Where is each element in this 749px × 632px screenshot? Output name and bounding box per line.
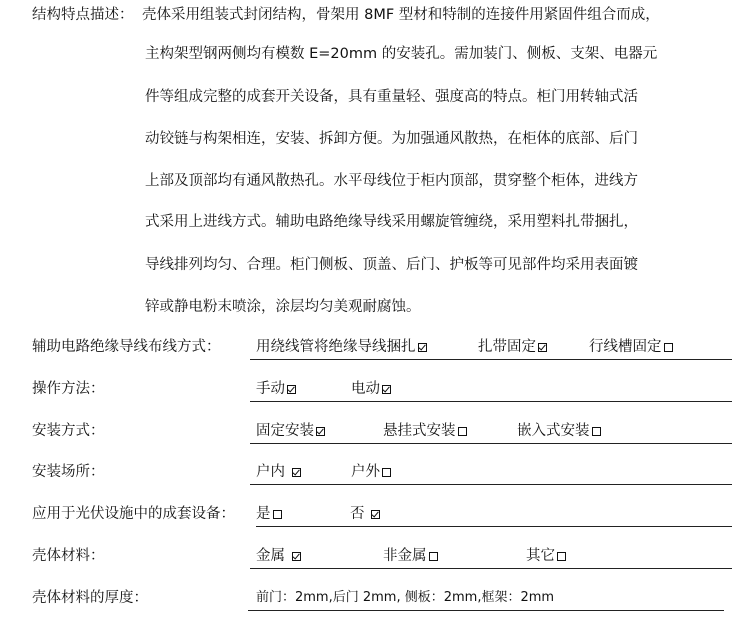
desc-line-5: 上部及顶部均有通风散热孔。水平母线位于柜内顶部，贯穿整个柜体，进线方 [145,173,638,189]
option-hanging-install[interactable]: 悬挂式安装 [383,420,467,442]
shell-thickness-underline [248,610,724,611]
desc-line-2: 主构架型钢两侧均有模数 E=20mm 的安装孔。需加装门、侧板、支架、电器元 [145,46,658,62]
option-outdoor[interactable]: 户外 [351,461,391,483]
option-indoor[interactable]: 户内 [256,461,301,483]
checkbox-metal[interactable] [292,552,301,561]
option-manual[interactable]: 手动 [256,378,296,400]
checkbox-yes[interactable] [273,510,282,519]
option-no[interactable]: 否 [350,503,380,525]
checkbox-indoor[interactable] [292,468,301,477]
option-yes[interactable]: 是 [256,503,282,525]
option-other[interactable]: 其它 [526,545,566,567]
option-conduit-bundle[interactable]: 用绕线管将绝缘导线捆扎 [256,336,427,358]
desc-line-4: 动铰链与构架相连，安装、拆卸方便。为加强通风散热，在柜体的底部、后门 [145,131,638,147]
photovoltaic-underline [256,526,732,527]
option-cable-tie[interactable]: 扎带固定 [478,336,547,358]
shell-material-underline [250,568,732,569]
checkbox-hanging-install[interactable] [458,427,467,436]
photovoltaic-row [32,503,732,525]
desc-line-1: 壳体采用组装式封闭结构，骨架用 8MF 型材和特制的连接件用紧固件组合而成， [142,7,660,23]
shell-thickness-value: 前门：2mm,后门 2mm, 侧板：2mm,框架：2mm [256,590,555,605]
desc-line-7: 导线排列均匀、合理。柜门侧板、顶盖、后门、护板等可见部件均采用表面镀 [145,257,638,273]
checkbox-cable-tie[interactable] [538,343,547,352]
wiring-method-row [32,336,732,358]
wiring-method-underline [250,359,732,360]
desc-line-6: 式采用上进线方式。辅助电路绝缘导线采用螺旋管缠绕，采用塑料扎带捆扎， [145,214,638,230]
option-metal[interactable]: 金属 [256,545,301,567]
checkbox-no[interactable] [371,510,380,519]
checkbox-conduit-bundle[interactable] [418,343,427,352]
wiring-method-label: 辅助电路绝缘导线布线方式： [32,339,221,355]
operation-method-underline [250,401,732,402]
checkbox-manual[interactable] [287,385,296,394]
option-cable-duct[interactable]: 行线槽固定 [589,336,673,358]
checkbox-electric[interactable] [382,385,391,394]
shell-material-label: 壳体材料： [32,548,105,564]
installation-place-underline [250,484,732,485]
operation-method-row [32,378,732,400]
desc-line-3: 件等组成完整的成套开关设备，具有重量轻、强度高的特点。柜门用转轴式活 [145,89,638,105]
structure-label: 结构特点描述： [32,7,134,23]
option-embedded-install[interactable]: 嵌入式安装 [517,420,601,442]
option-nonmetal[interactable]: 非金属 [383,545,438,567]
photovoltaic-label: 应用于光伏设施中的成套设备： [32,506,235,522]
installation-place-label: 安装场所： [32,464,105,480]
checkbox-embedded-install[interactable] [592,427,601,436]
shell-thickness-row [32,587,732,609]
operation-method-label: 操作方法： [32,381,105,397]
checkbox-cable-duct[interactable] [664,343,673,352]
shell-thickness-label: 壳体材料的厚度： [32,590,148,606]
checkbox-outdoor[interactable] [382,468,391,477]
installation-method-underline [250,443,732,444]
desc-line-8: 锌或静电粉末喷涂，涂层均匀美观耐腐蚀。 [145,299,421,315]
installation-method-label: 安装方式： [32,423,105,439]
checkbox-fixed-install[interactable] [316,427,325,436]
installation-method-row [32,420,732,442]
shell-material-row [32,545,732,567]
option-fixed-install[interactable]: 固定安装 [256,420,325,442]
checkbox-nonmetal[interactable] [429,552,438,561]
option-electric[interactable]: 电动 [351,378,391,400]
installation-place-row [32,461,732,483]
checkbox-other[interactable] [557,552,566,561]
